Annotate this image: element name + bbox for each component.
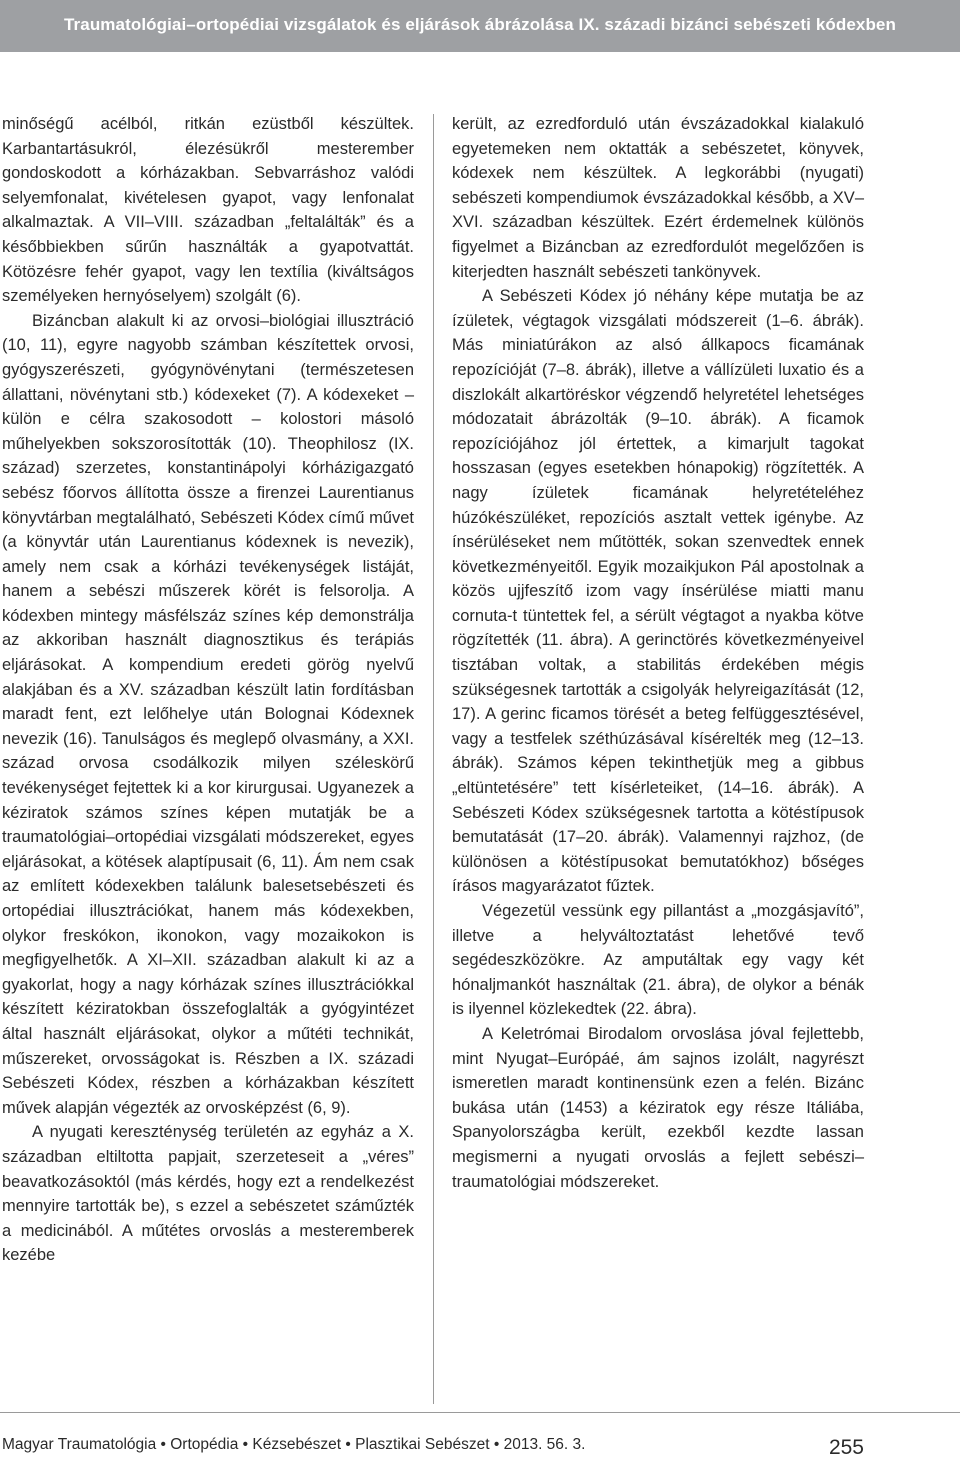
footer-divider [0, 1412, 960, 1413]
running-header [0, 0, 960, 52]
right-column [452, 112, 864, 1194]
paragraph: A nyugati kereszténység területén az egyház a X. században eltiltotta papjait, szerzeteseit a „véres” beavatkozásoktól (más kérdés, hogy ezt a rendelkezést mennyire tartották be), s ezzel a sebészetet száműzték a medicinából. A műtétes orvoslás a mesteremberek kezébe [2, 1123, 414, 1265]
page-number: 255 [828, 1436, 864, 1459]
left-column [2, 112, 414, 1268]
paragraph: Végezetül vessünk egy pillantást a „mozgásjavító”, illetve a helyváltoztatást lehetővé tevő segédeszközökre. Az amputáltak egy vagy két hónaljmankót használtak (21. ábra), de olykor a bénák is ilyennel közlekedtek (22. ábra). [452, 902, 864, 1019]
column-divider [433, 114, 434, 1404]
paragraph: minőségű acélból, ritkán ezüstből készültek. Karbantartásukról, élezésükről mesterember gondoskodott a kórházakban. Sebvarráshoz valódi selyemfonalat, kivételesen gyapot, vagy lenfonalat alkalmaztak. A VII–VIII. században „feltalálták” és a későbbiekben sűrűn használták a gyapotvattát. Kötözésre fehér gyapot, vagy len textília (kiváltságos személyeken hernyóselyem) szolgált (6). [2, 115, 414, 306]
footer-journal: Magyar Traumatológia • Ortopédia • Kézsebészet • Plasztikai Sebészet • 2013. 56. 3. [2, 1436, 586, 1453]
running-header-title: Traumatológiai–ortopédiai vizsgálatok és eljárások ábrázolása IX. századi bizánci sebészeti kódexben [64, 15, 896, 34]
paragraph: A Keletrómai Birodalom orvoslása jóval fejlettebb, mint Nyugat–Európáé, ám sajnos izolált, nagyrészt ismeretlen maradt kontinensünk ezen a felén. Bizánc bukása után (1453) a kéziratok egy része Itáliába, Spanyolországba került, ezekből kezdte lassan megismerni a nyugati orvoslás a fejlett sebészi–traumatológiai módszereket. [452, 1024, 864, 1191]
paragraph: Bizáncban alakult ki az orvosi–biológiai illusztráció (10, 11), egyre nagyobb számban készítettek orvosi, gyógyszerészeti, gyógynövénytani (természetesen állattani, növénytani stb.) kódexeket (7). A kódexeket – külön e célra szakosodott – kolostori másoló műhelyekben sokszorosították (10). Theophilosz (IX. század) szerzetes, konstantinápolyi kórházigazgató sebész főorvos állította össze a firenzei Laurentianus könyvtárban megtalálható, Sebészeti Kódex című művet (a könyvtár után Laurentianus kódexnek is nevezik), amely nem csak a kórházi tevékenységek listáját, hanem a sebészi műszerek körét is felsorolja. A kódexben mintegy másfélszáz színes kép demonstrálja az akkoriban használt diagnosztikus és terápiás eljárásokat. A kompendium eredeti görög nyelvű alakjában és a XV. században készült latin fordításban maradt fent, ezt lelőhelye után Bolognai Kódexnek nevezik (16). Tanulságos és meglepő olvasmány, a XXI. század orvosa csodálkozik milyen széleskörű tevékenységet fejtettek ki a kor kirurgusai. Ugyanezek a kéziratok számos színes képen mutatják be a traumatológiai–ortopédiai vizsgálati módszereket, egyes eljárásokat, a kötések alaptípusait (6, 11). Ám nem csak az említett kódexekben találunk balesetsebészeti és ortopédiai illusztrációkat, hanem más kódexekben, olykor freskókon, ikonokon, vagy mozaikokon is megfigyelhetők. A XI–XII. században alakult ki az a gyakorlat, hogy a nagy kórházak színes illusztrációkkal készített kéziratokban összefoglalták a gyógyintézet által használt eljárásokat, olykor a műtéti technikát, műszereket, orvosságokat is. Részben a IX. századi Sebészeti Kódex, részben a kórházakban készített művek alapján végezték az orvosképzést (6, 9). [2, 311, 414, 1117]
paragraph: A Sebészeti Kódex jó néhány képe mutatja be az ízületek, végtagok vizsgálati módszereit (1–6. ábrák). Más miniatúrákon az alsó állkapocs ficamának repozícióját (7–8. ábrák), illetve a vállízületi luxatio és a diszlokált alkartöréskor végzendő helyretétel lehetséges módozatait ábrázolták (9–10. ábrák). A ficamok repozíciójához jól értettek, a kimarjult tagokat hosszasan (egyes esetekben hónapokig) rögzítették. A nagy ízületek ficamának helyretételéhez húzókészüléket, repozíciós asztalt vettek igénybe. Az ínsérüléseket nem műtötték, sokan szenvedtek ennek következményeitől. Egyik mozaikjukon Pál apostolnak a közös ujjfeszítő izom vagy ínsérülése miatti manu cornuta-t tüntettek fel, a sérült végtagot a nyakba kötve rögzítették (11. ábra). A gerinctörés következményeivel tisztában voltak, a stabilitás érdekében mégis szükségesnek tartották a csigolyák helyreigazítását (12, 17). A gerinc ficamos törését a beteg felfüggesztésével, vagy a testfelek széthúzásával kísérelték meg (12–13. ábrák). Számos képen tekinthetjük meg a gibbus „eltüntetésére” tett kísérleteiket, (14–16. ábrák). A Sebészeti Kódex szükségesnek tartotta a kötéstípusok bemutatását (17–20. ábrák). Valamennyi rajzhoz, (de különösen a kötéstípusokat bemutatókhoz) bőséges írásos magyarázatot fűztek. [452, 287, 864, 896]
paragraph: került, az ezredforduló után évszázadokkal kialakuló egyetemeken nem oktatták a sebészetet, könyvek, kódexek nem készültek. A legkorábbi (nyugati) sebészeti kompendiumok évszázadokkal később, a XV–XVI. században készültek. Ezért érdemelnek különös figyelmet a Bizáncban az ezredfordulót megelőzően is kiterjedten használt sebészeti tankönyvek. [452, 115, 864, 281]
